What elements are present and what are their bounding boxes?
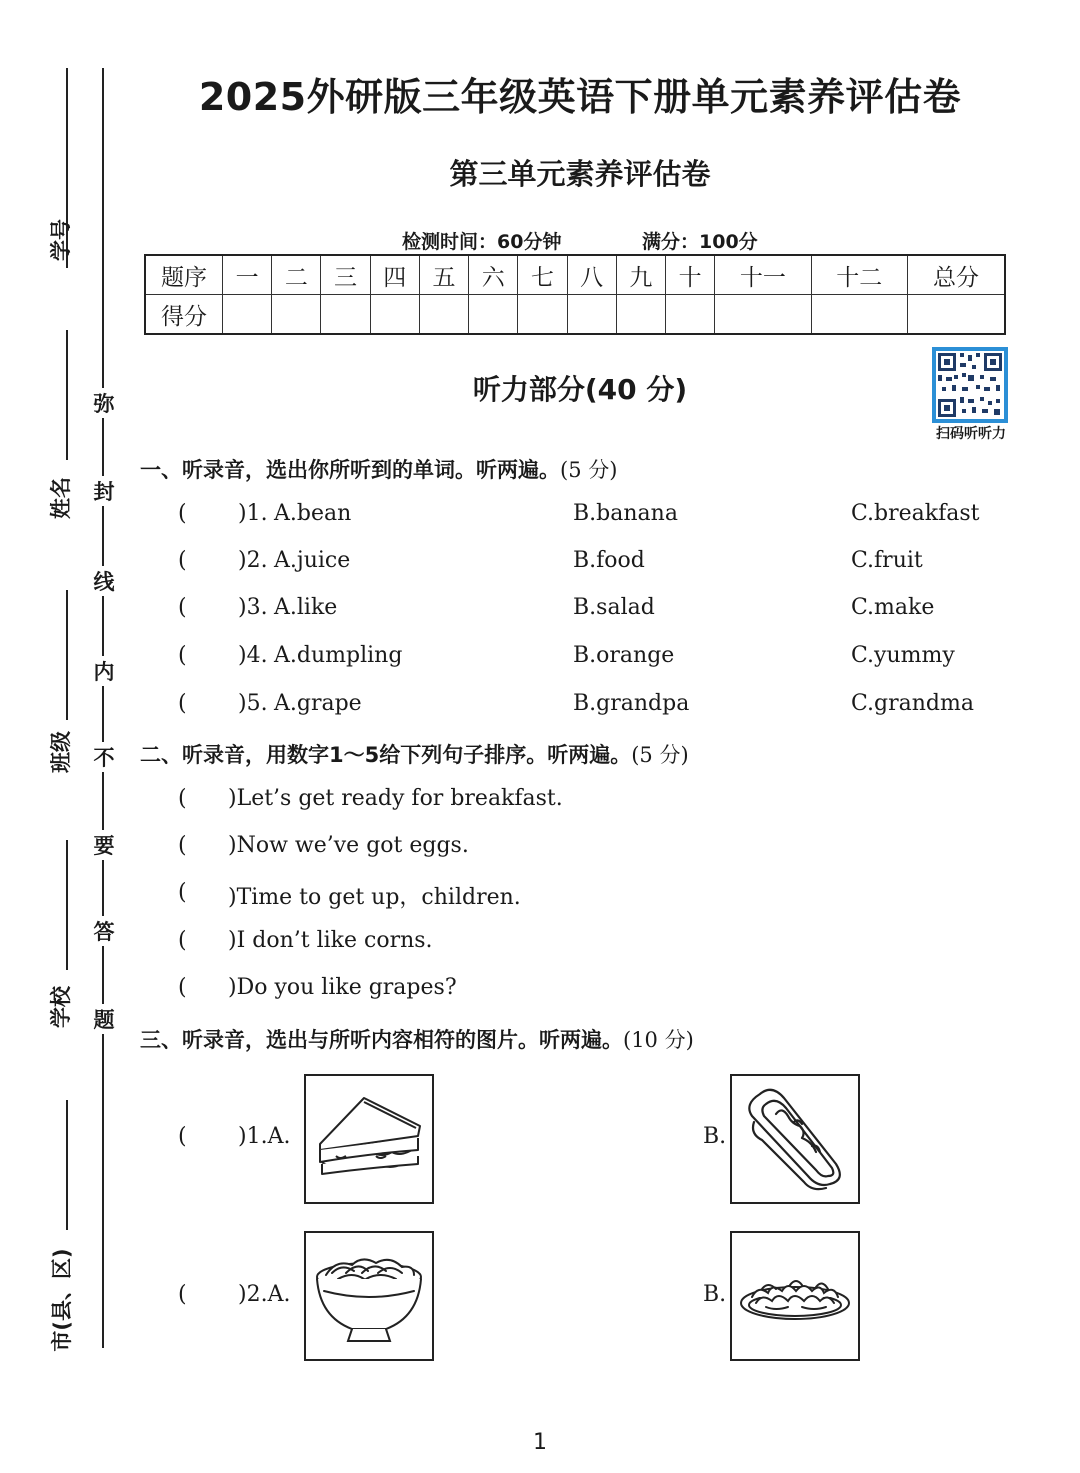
s3-q1-num: )1.A. xyxy=(238,1124,291,1149)
s1-q3-num: )3. xyxy=(238,595,268,620)
s3-q1-option-b-label: B. xyxy=(703,1124,727,1149)
s2-sentence-1: )Let’s get ready for breakfast. xyxy=(228,786,563,811)
seal-char: 弥 xyxy=(90,388,118,418)
score-cell[interactable] xyxy=(665,295,714,335)
s1-q1-option-c: C.breakfast xyxy=(851,501,980,526)
answer-paren[interactable]: ( xyxy=(178,928,187,953)
s3-q2-option-a-image[interactable] xyxy=(304,1231,434,1361)
unit-subtitle: 第三单元素养评估卷 xyxy=(449,157,711,191)
s1-q4-option-b: B.orange xyxy=(573,643,675,668)
table-col: 一 xyxy=(223,255,272,295)
s1-q4-option-c: C.yummy xyxy=(851,643,955,668)
table-col: 九 xyxy=(616,255,665,295)
score-cell[interactable] xyxy=(272,295,321,335)
sandwich-icon xyxy=(306,1076,432,1202)
table-col: 七 xyxy=(518,255,567,295)
answer-paren[interactable]: ( xyxy=(178,1282,187,1307)
name-label: 姓名 xyxy=(49,477,73,519)
school-label: 学校 xyxy=(49,986,73,1028)
s3-q1-option-b-image[interactable] xyxy=(730,1074,860,1204)
table-col: 十一 xyxy=(715,255,811,295)
table-header-label: 题序 xyxy=(145,255,223,295)
seal-char: 题 xyxy=(90,1004,118,1034)
section1-title xyxy=(140,454,617,484)
score-cell[interactable] xyxy=(518,295,567,335)
table-col: 总分 xyxy=(907,255,1005,295)
score-cell[interactable] xyxy=(419,295,468,335)
section3-title-text: 三、听录音，选出与所听内容相符的图片。听两遍。 xyxy=(140,1028,623,1052)
s1-q2-option-b: B.food xyxy=(573,548,645,573)
score-cell[interactable] xyxy=(567,295,616,335)
s1-q2-option-a: A.juice xyxy=(274,548,351,573)
answer-paren[interactable]: ( xyxy=(178,833,187,858)
seal-char: 要 xyxy=(90,830,118,860)
s3-q1-option-a-image[interactable] xyxy=(304,1074,434,1204)
table-col: 十 xyxy=(665,255,714,295)
s1-q3-option-c: C.make xyxy=(851,595,935,620)
s3-q2-option-b-label: B. xyxy=(703,1282,727,1307)
s1-q5-option-b: B.grandpa xyxy=(573,691,690,716)
answer-paren[interactable]: ( xyxy=(178,595,187,620)
section1-title-text: 一、听录音，选出你所听到的单词。听两遍。 xyxy=(140,458,560,482)
s1-q2-option-c: C.fruit xyxy=(851,548,923,573)
score-cell[interactable] xyxy=(616,295,665,335)
answer-paren[interactable]: ( xyxy=(178,880,187,905)
score-table-header-row xyxy=(145,255,1005,295)
hot-dog-icon xyxy=(732,1076,858,1202)
s2-sentence-5: )Do you like grapes? xyxy=(228,975,457,1000)
score-cell[interactable] xyxy=(321,295,370,335)
section3-title xyxy=(140,1024,694,1054)
section2-points: (5 分) xyxy=(631,743,689,767)
table-col: 二 xyxy=(272,255,321,295)
seal-char: 答 xyxy=(90,916,118,946)
s1-q3-option-b: B.salad xyxy=(573,595,655,620)
dumplings-icon xyxy=(732,1233,858,1359)
answer-paren[interactable]: ( xyxy=(178,691,187,716)
seal-char: 线 xyxy=(90,566,118,596)
qr-label: 扫码听听力 xyxy=(936,426,1006,442)
s2-sentence-2: )Now we’ve got eggs. xyxy=(228,833,469,858)
seal-char: 封 xyxy=(90,476,118,506)
section2-title xyxy=(140,739,689,769)
full-score: 满分：100分 xyxy=(642,231,758,253)
noodle-bowl-icon xyxy=(306,1233,432,1359)
s1-q1-num: )1. xyxy=(238,501,268,526)
section1-points: (5 分) xyxy=(560,458,618,482)
s1-q4-num: )4. xyxy=(238,643,268,668)
score-cell[interactable] xyxy=(811,295,907,335)
seal-char: 内 xyxy=(90,656,118,686)
answer-paren[interactable]: ( xyxy=(178,501,187,526)
score-table-score-row xyxy=(145,295,1005,335)
table-col: 五 xyxy=(419,255,468,295)
answer-paren[interactable]: ( xyxy=(178,975,187,1000)
page-title: 2025外研版三年级英语下册单元素养评估卷 xyxy=(198,75,962,119)
class-label: 班级 xyxy=(49,731,73,773)
s1-q3-option-a: A.like xyxy=(274,595,338,620)
s1-q5-num: )5. xyxy=(238,691,268,716)
s1-q5-option-a: A.grape xyxy=(274,691,362,716)
s1-q1-option-b: B.banana xyxy=(573,501,678,526)
score-table xyxy=(144,254,1006,335)
exam-time: 检测时间：60分钟 xyxy=(402,231,562,253)
answer-paren[interactable]: ( xyxy=(178,786,187,811)
table-col: 十二 xyxy=(811,255,907,295)
s3-q2-option-b-image[interactable] xyxy=(730,1231,860,1361)
table-score-label: 得分 xyxy=(145,295,223,335)
s2-sentence-3: )Time to get up，children. xyxy=(228,885,521,910)
answer-paren[interactable]: ( xyxy=(178,548,187,573)
s1-q4-option-a: A.dumpling xyxy=(274,643,403,668)
score-cell[interactable] xyxy=(715,295,811,335)
s2-sentence-4: )I don’t like corns. xyxy=(228,928,433,953)
table-col: 三 xyxy=(321,255,370,295)
section3-points: (10 分) xyxy=(623,1028,694,1052)
listening-part-title: 听力部分(40 分) xyxy=(472,373,688,406)
table-col: 六 xyxy=(469,255,518,295)
table-col: 八 xyxy=(567,255,616,295)
page-number: 1 xyxy=(533,1430,547,1455)
s1-q5-option-c: C.grandma xyxy=(851,691,974,716)
table-col: 四 xyxy=(370,255,419,295)
s3-q2-num: )2.A. xyxy=(238,1282,291,1307)
city-label: 市(县、区) xyxy=(50,1248,74,1352)
score-cell[interactable] xyxy=(223,295,272,335)
score-cell[interactable] xyxy=(469,295,518,335)
student-id-label: 学号 xyxy=(49,219,73,261)
s1-q1-option-a: A.bean xyxy=(274,501,352,526)
section2-title-text: 二、听录音，用数字1～5给下列句子排序。听两遍。 xyxy=(140,743,632,767)
answer-paren[interactable]: ( xyxy=(178,643,187,668)
s1-q2-num: )2. xyxy=(238,548,268,573)
score-cell[interactable] xyxy=(907,295,1005,335)
seal-char: 不 xyxy=(90,742,118,772)
score-cell[interactable] xyxy=(370,295,419,335)
answer-paren[interactable]: ( xyxy=(178,1124,187,1149)
